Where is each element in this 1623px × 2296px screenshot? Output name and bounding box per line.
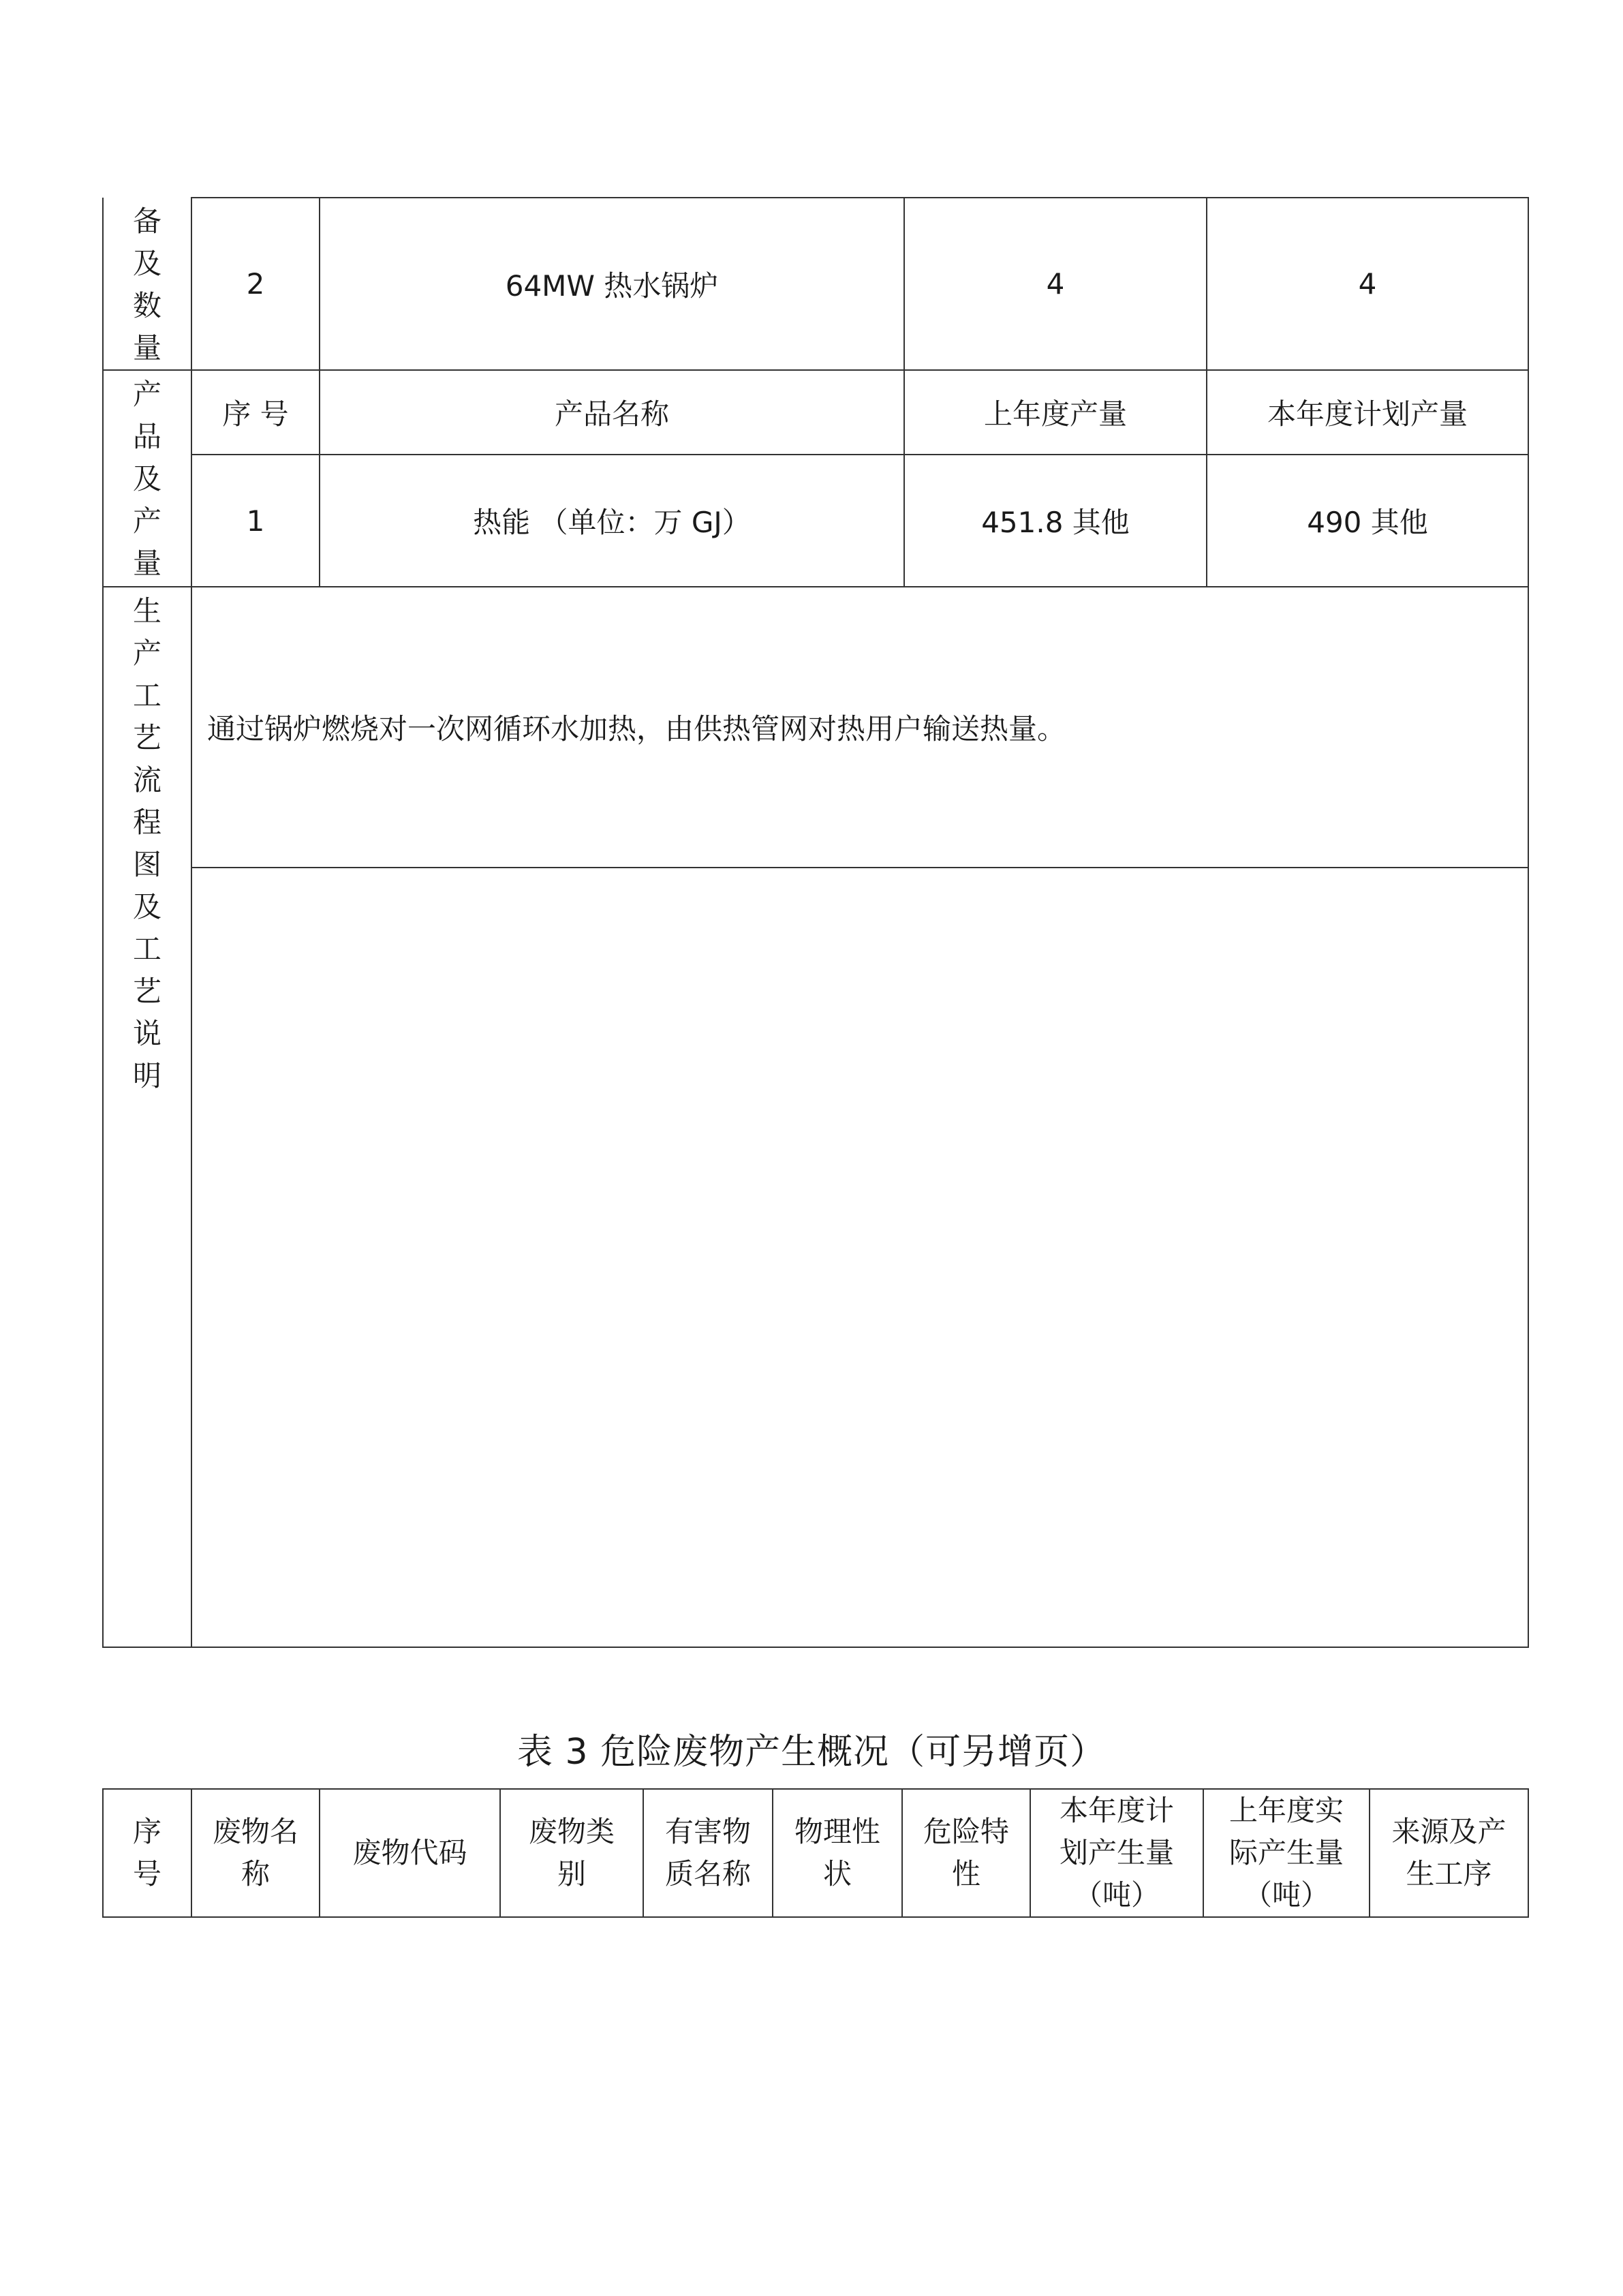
waste-header-line: 序 — [132, 1815, 161, 1848]
waste-header-cell — [773, 1789, 902, 1917]
label-char: 程 — [132, 806, 161, 839]
process-section-label — [103, 587, 191, 1647]
waste-header-line: 本年度计 — [1059, 1794, 1174, 1827]
process-diagram-area — [191, 868, 1528, 1647]
process-description: 通过锅炉燃烧对一次网循环水加热，由供热管网对热用户输送热量。 — [191, 587, 1528, 868]
waste-header-line: 物理性 — [794, 1815, 880, 1848]
label-char: 工 — [132, 679, 161, 712]
label-char: 量 — [132, 547, 161, 580]
product-last-year: 451.8 其他 — [904, 455, 1207, 587]
waste-header-line: 废物代码 — [352, 1836, 467, 1869]
label-char: 产 — [132, 378, 161, 411]
label-char: 及 — [132, 890, 161, 923]
waste-header-line: 性 — [951, 1857, 980, 1891]
product-this-year: 490 其他 — [1207, 455, 1528, 587]
equipment-section-label — [103, 198, 191, 370]
waste-header-line: 划产生量 — [1059, 1836, 1174, 1869]
label-char: 产 — [132, 504, 161, 538]
waste-header-cell — [191, 1789, 320, 1917]
waste-header-cell — [643, 1789, 773, 1917]
label-char: 工 — [132, 932, 161, 966]
product-header-index: 序 号 — [191, 370, 320, 455]
label-char: 产 — [132, 637, 161, 670]
equipment-index: 2 — [191, 198, 320, 370]
product-name: 热能 （单位：万 GJ） — [320, 455, 904, 587]
waste-header-line: 来源及产 — [1391, 1815, 1506, 1848]
label-char: 生 — [132, 594, 161, 628]
label-char: 及 — [132, 247, 161, 280]
waste-header-cell — [103, 1789, 191, 1917]
waste-header-cell — [500, 1789, 643, 1917]
equipment-count-a: 4 — [904, 198, 1207, 370]
equipment-count-b: 4 — [1207, 198, 1528, 370]
waste-header-line: 生工序 — [1406, 1857, 1492, 1891]
waste-header-line: 有害物 — [664, 1815, 751, 1848]
waste-header-line: （吨） — [1073, 1878, 1160, 1912]
label-char: 量 — [132, 331, 161, 365]
label-char: 数 — [132, 289, 161, 322]
waste-header-line: 危险特 — [923, 1815, 1009, 1848]
waste-header-cell — [902, 1789, 1030, 1917]
waste-header-line: 上年度实 — [1228, 1794, 1344, 1827]
waste-header-line: 质名称 — [664, 1857, 751, 1891]
equipment-name: 64MW 热水锅炉 — [320, 198, 904, 370]
hazardous-waste-table — [102, 1788, 1529, 1918]
enterprise-info-table — [102, 197, 1529, 1648]
waste-header-line: 别 — [557, 1857, 586, 1891]
product-header-this-year: 本年度计划产量 — [1207, 370, 1528, 455]
waste-header-cell — [1203, 1789, 1370, 1917]
label-char: 艺 — [132, 975, 161, 1008]
waste-table-title: 表 3 危险废物产生概况（可另增页） — [516, 1732, 1107, 1773]
label-char: 备 — [132, 204, 161, 238]
waste-header-cell — [1370, 1789, 1528, 1917]
label-char: 品 — [132, 420, 161, 453]
label-char: 及 — [132, 462, 161, 495]
label-char: 说 — [132, 1017, 161, 1050]
product-header-name: 产品名称 — [320, 370, 904, 455]
waste-header-line: 废物名 — [212, 1815, 298, 1848]
label-char: 明 — [132, 1059, 161, 1092]
product-section-label — [103, 370, 191, 587]
product-index: 1 — [191, 455, 320, 587]
waste-header-cell — [1030, 1789, 1203, 1917]
waste-header-line: 号 — [132, 1857, 161, 1891]
waste-header-line: 状 — [822, 1857, 852, 1891]
product-header-last-year: 上年度产量 — [904, 370, 1207, 455]
waste-header-line: （吨） — [1243, 1878, 1329, 1912]
label-char: 图 — [132, 848, 161, 881]
label-char: 艺 — [132, 721, 161, 754]
waste-header-line: 际产生量 — [1228, 1836, 1344, 1869]
waste-header-line: 废物类 — [528, 1815, 615, 1848]
waste-header-line: 称 — [241, 1857, 270, 1891]
waste-header-cell — [320, 1789, 500, 1917]
label-char: 流 — [132, 763, 161, 797]
